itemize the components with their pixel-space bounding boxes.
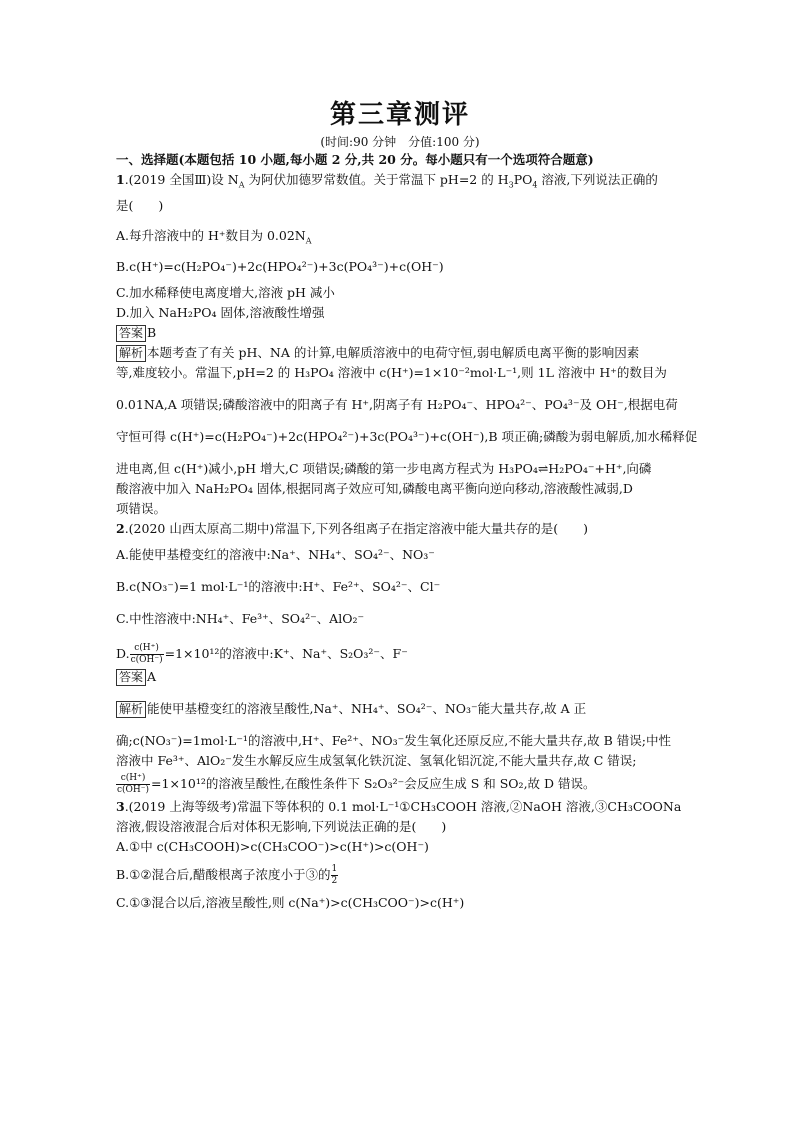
- q3-option-b: [116, 863, 684, 887]
- stem-sub: 4: [532, 180, 538, 190]
- question-3-stem-cont: 溶液,假设溶液混合后对体积无影响,下列说法正确的是( ): [116, 819, 447, 834]
- q1-analysis: [116, 343, 698, 519]
- analysis-text: 酸溶液中加入 NaH₂PO₄ 固体,根据同离子效应可知,磷酸电离平衡向逆向移动,溶液酸性减弱,D: [116, 481, 633, 496]
- stem-text: 为阿伏加德罗常数值。关于常温下 pH=2 的 H: [244, 172, 509, 187]
- analysis-text: 本题考查了有关 pH、NA 的计算,电解质溶液中的电荷守恒,弱电解质电离平衡的影响因素: [147, 345, 640, 360]
- analysis-tag: 解析: [116, 701, 146, 718]
- q2-option-a: A.能使甲基橙变红的溶液中:Na⁺、NH₄⁺、SO₄²⁻、NO₃⁻: [116, 547, 435, 562]
- analysis-text: 0.01NA,A 项错误;磷酸溶液中的阳离子有 H⁺,阴离子有 H₂PO₄⁻、HPO₄²⁻、PO₄³⁻及 OH⁻,根据电荷: [116, 397, 678, 412]
- analysis-text: 等,难度较小。常温下,pH=2 的 H₃PO₄ 溶液中 c(H⁺)=1×10⁻²mol·L⁻¹,则 1L 溶液中 H⁺的数目为: [116, 365, 667, 380]
- analysis-text: 守恒可得 c(H⁺)=c(H₂PO₄⁻)+2c(HPO₄²⁻)+3c(PO₄³⁻)+c(OH⁻),B 项正确;磷酸为弱电解质,加水稀释促: [116, 429, 698, 444]
- analysis-tag: 解析: [116, 345, 146, 362]
- exam-meta: (时间:90 分钟 分值:100 分): [320, 135, 480, 149]
- question-1-stem: [116, 170, 684, 196]
- stem-text: .(2020 山西太原高二期中)常温下,下列各组离子在指定溶液中能大量共存的是( ): [124, 521, 588, 536]
- section-heading: 一、选择题(本题包括 10 小题,每小题 2 分,共 20 分。每小题只有一个选项符合题意): [116, 152, 594, 167]
- analysis-text: 确;c(NO₃⁻)=1mol·L⁻¹的溶液中,H⁺、Fe²⁺、NO₃⁻发生氧化还原反应,不能大量共存,故 B 错误;中性: [116, 733, 671, 748]
- answer-value: A: [147, 669, 157, 684]
- question-3-stem: [116, 797, 684, 817]
- analysis-text: 溶液中 Fe³⁺、AlO₂⁻发生水解反应生成氢氧化铁沉淀、氢氧化铝沉淀,不能大量共存,故 C 错误;: [116, 753, 637, 768]
- answer-value: B: [147, 325, 157, 340]
- option-sub: A: [305, 236, 312, 245]
- analysis-text: =1×10¹²的溶液呈酸性,在酸性条件下 S₂O₃²⁻会反应生成 S 和 SO₂,故 D 错误。: [151, 776, 596, 791]
- option-text: A.每升溶液中的 H⁺数目为 0.02N: [116, 227, 306, 243]
- q3-option-a: A.①中 c(CH₃COOH)>c(CH₃COO⁻)>c(H⁺)>c(OH⁻): [116, 839, 429, 854]
- stem-text: PO: [513, 172, 533, 187]
- analysis-text: 进电离,但 c(H⁺)减小,pH 增大,C 项错误;磷酸的第一步电离方程式为 H₃PO₄⇌H₂PO₄⁻+H⁺,向磷: [116, 461, 652, 476]
- stem-text: 溶液,下列说法正确的: [537, 172, 658, 187]
- answer-tag: 答案: [116, 669, 146, 686]
- stem-text: .(2019 上海等级考)常温下等体积的 0.1 mol·L⁻¹①CH₃COOH 溶液,②NaOH 溶液,③CH₃COONa: [124, 799, 682, 814]
- q2-answer: [116, 667, 684, 687]
- q1-option-d: D.加入 NaH₂PO₄ 固体,溶液酸性增强: [116, 305, 325, 320]
- fraction-denominator: c(OH⁻): [117, 785, 150, 795]
- exam-page: [116, 98, 698, 913]
- question-2-stem: [116, 519, 684, 539]
- q1-option-a: [116, 226, 684, 252]
- stem-sub: A: [238, 180, 245, 190]
- q1-option-b: B.c(H⁺)=c(H₂PO₄⁻)+2c(HPO₄²⁻)+3c(PO₄³⁻)+c(OH⁻): [116, 259, 444, 274]
- q2-option-b: B.c(NO₃⁻)=1 mol·L⁻¹的溶液中:H⁺、Fe²⁺、SO₄²⁻、Cl⁻: [116, 579, 441, 594]
- question-1-stem-cont: 是( ): [116, 197, 164, 213]
- option-text: B.①②混合后,醋酸根离子浓度小于③的: [116, 867, 331, 882]
- page-title: 第三章测评: [329, 100, 470, 130]
- option-text: D.: [116, 646, 130, 661]
- q3-option-c: C.①③混合以后,溶液呈酸性,则 c(Na⁺)>c(CH₃COO⁻)>c(H⁺): [116, 895, 465, 910]
- ratio-fraction: [130, 643, 164, 666]
- analysis-text: 项错误。: [116, 501, 167, 516]
- option-text: =1×10¹²的溶液中:K⁺、Na⁺、S₂O₃²⁻、F⁻: [164, 646, 408, 661]
- q1-answer: [116, 323, 684, 343]
- fraction-numerator: 1: [331, 864, 338, 874]
- q2-analysis: [116, 699, 684, 797]
- stem-text: .(2019 全国Ⅲ)设 N: [124, 172, 239, 187]
- question-number: 2: [116, 521, 125, 536]
- q2-option-d: [116, 641, 684, 667]
- q2-option-c: C.中性溶液中:NH₄⁺、Fe³⁺、SO₄²⁻、AlO₂⁻: [116, 611, 365, 626]
- analysis-line: [116, 771, 684, 797]
- stem-sub: 3: [508, 180, 514, 190]
- ratio-fraction: [116, 773, 150, 796]
- fraction-denominator: 2: [331, 876, 338, 886]
- fraction-numerator: c(H⁺): [116, 773, 150, 785]
- question-number: 1: [116, 172, 125, 187]
- analysis-text: 能使甲基橙变红的溶液呈酸性,Na⁺、NH₄⁺、SO₄²⁻、NO₃⁻能大量共存,故 A 正: [147, 701, 587, 716]
- half-fraction: [331, 864, 339, 887]
- answer-tag: 答案: [116, 325, 146, 342]
- fraction-denominator: c(OH⁻): [130, 655, 163, 665]
- q1-option-c: C.加水稀释使电离度增大,溶液 pH 减小: [116, 285, 335, 300]
- fraction-numerator: c(H⁺): [130, 643, 164, 655]
- question-number: 3: [116, 799, 125, 814]
